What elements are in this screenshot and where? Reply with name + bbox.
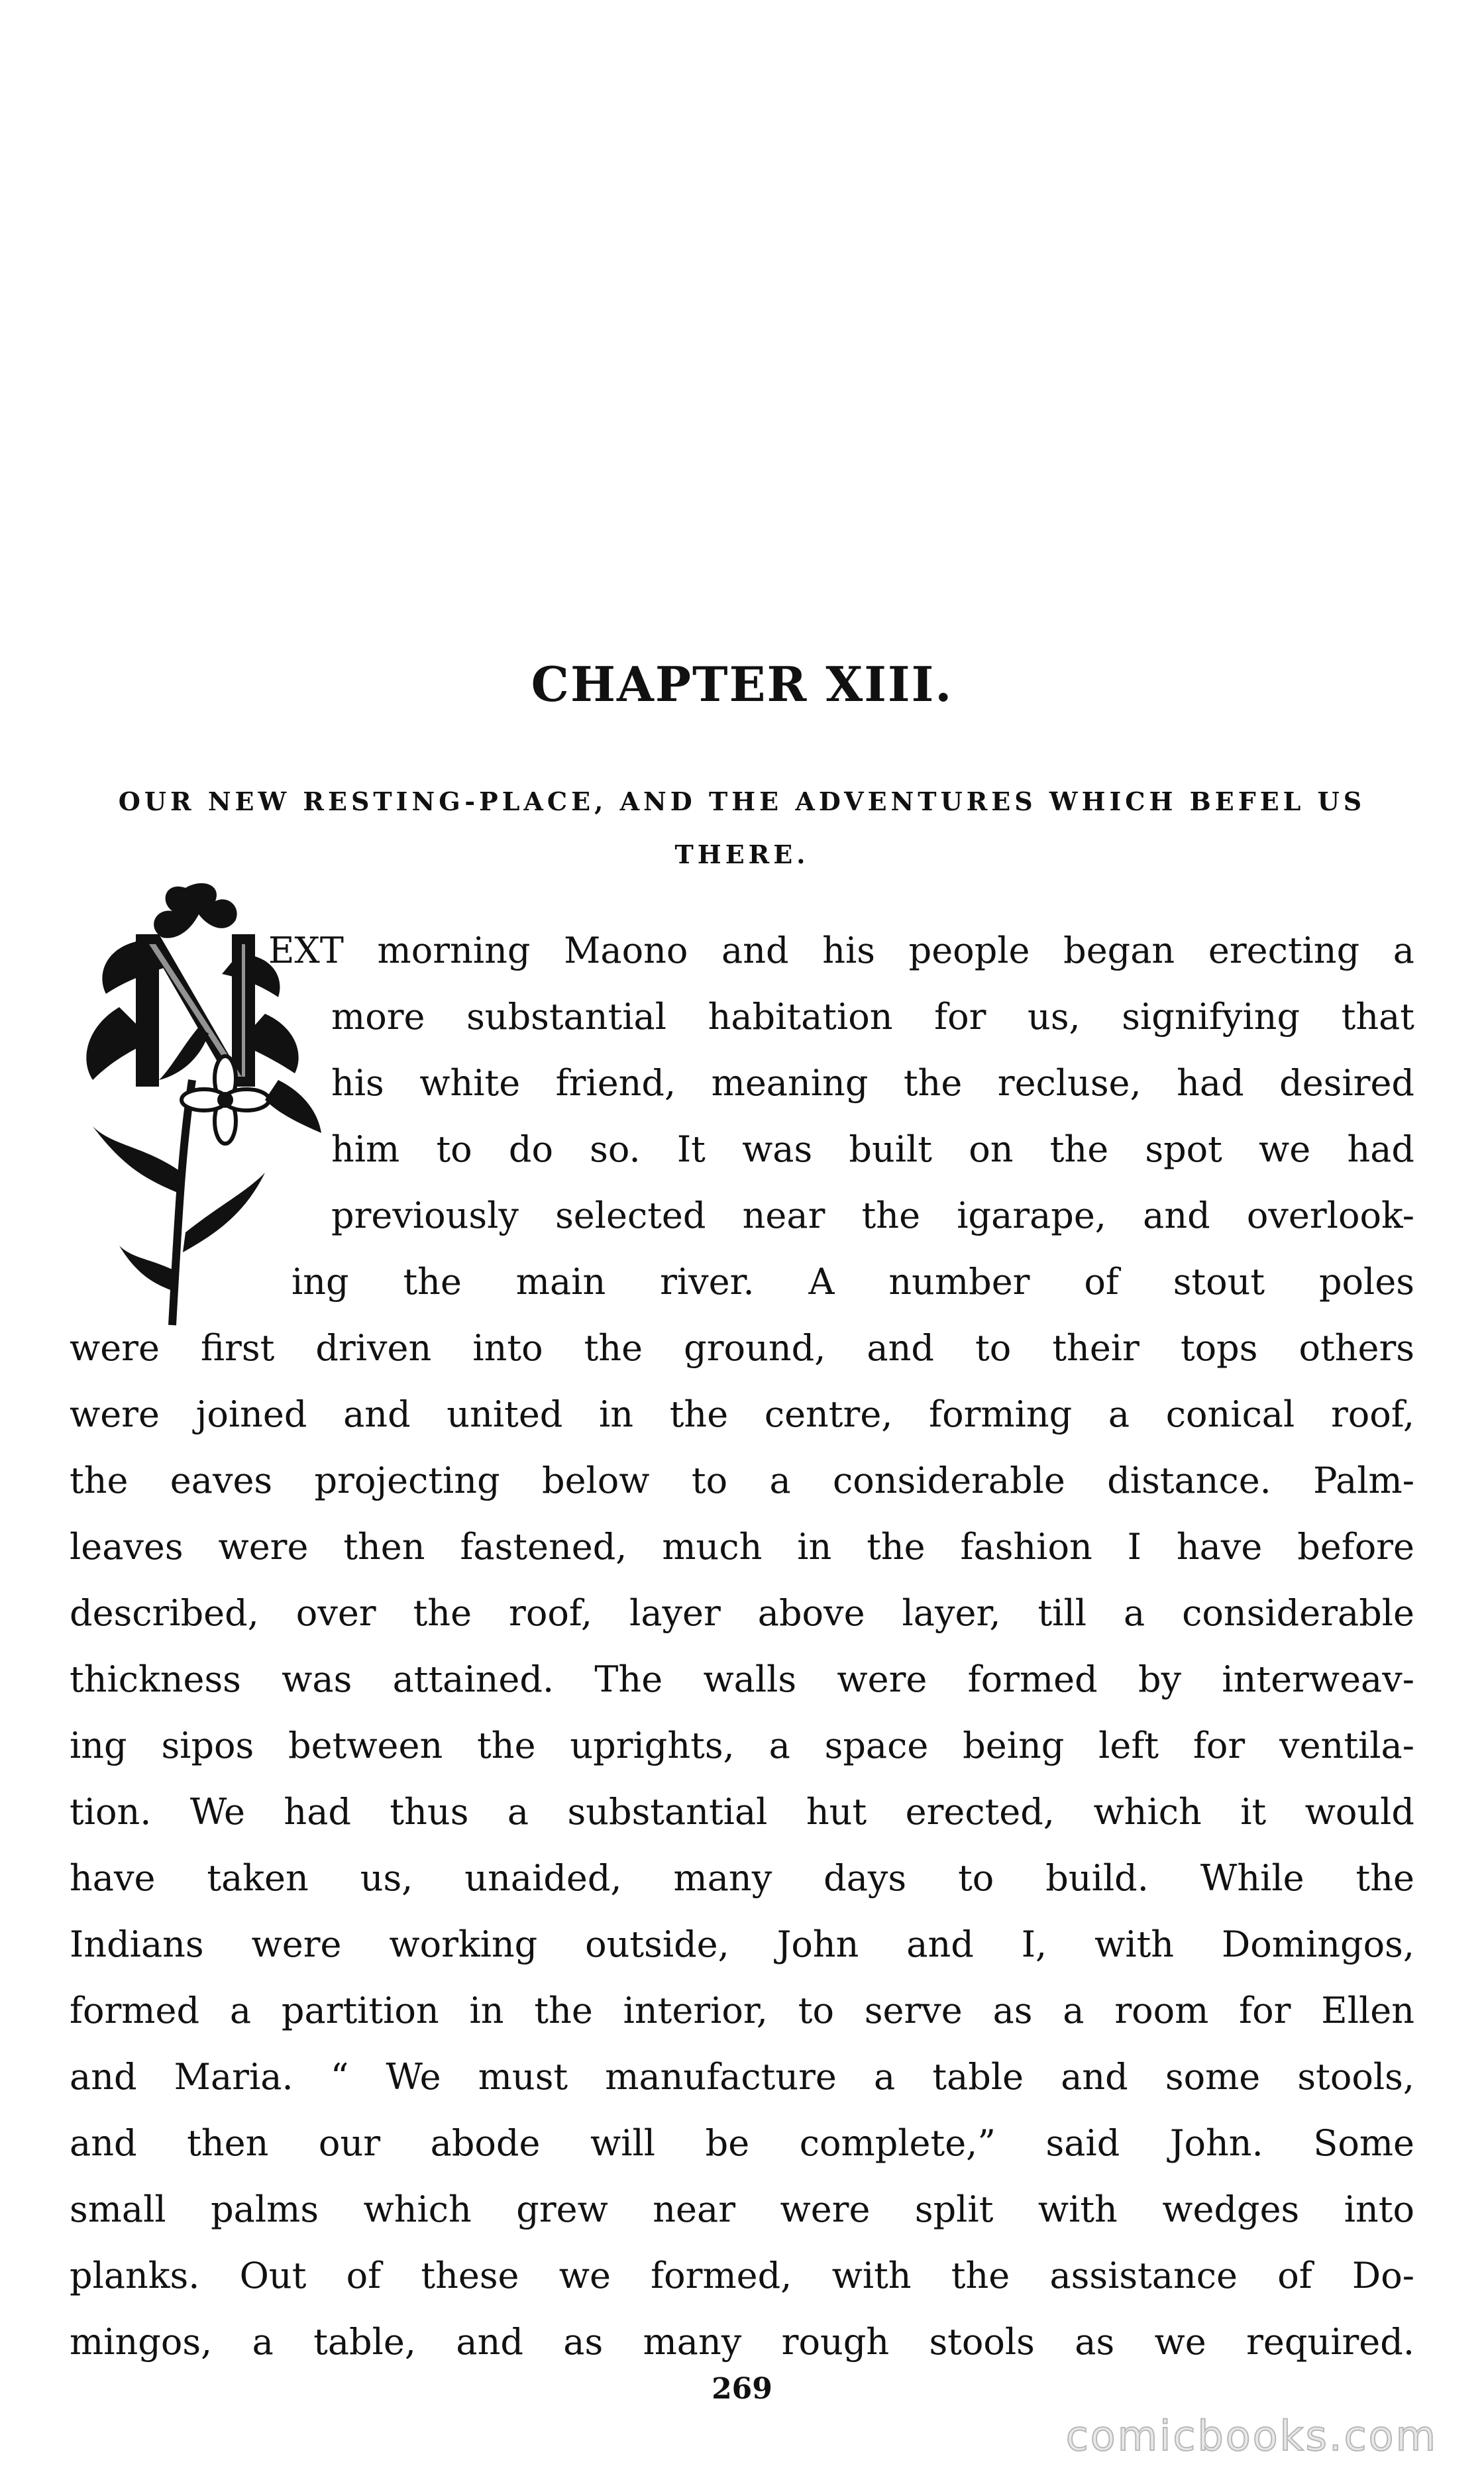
body-line-18: and Maria. “ We must manufacture a table and some stools, (70, 2056, 1414, 2098)
body-line-9: the eaves projecting below to a considerable distance. Palm- (70, 1460, 1414, 1501)
body-line-4: him to do so. It was built on the spot we had (331, 1128, 1414, 1170)
chapter-subtitle-line-2: THERE. (674, 839, 810, 869)
body-line-7: were first driven into the ground, and to their tops others (70, 1327, 1414, 1369)
body-line-11: described, over the roof, layer above layer, till a considerable (70, 1592, 1414, 1634)
watermark: comicbooks.com (1065, 2412, 1438, 2460)
chapter-title: CHAPTER XIII. (531, 656, 953, 712)
body-line-3: his white friend, meaning the recluse, had desired (331, 1062, 1414, 1104)
body-line-8: were joined and united in the centre, forming a conical roof, (70, 1393, 1414, 1435)
body-line-12: thickness was attained. The walls were formed by interweav- (70, 1658, 1414, 1700)
body-line-17: formed a partition in the interior, to serve as a room for Ellen (70, 1990, 1414, 2031)
body-line-21: planks. Out of these we formed, with the assistance of Do- (70, 2255, 1414, 2296)
body-line-15: have taken us, unaided, many days to build. While the (70, 1857, 1414, 1899)
body-line-6: ing the main river. A number of stout poles (292, 1261, 1414, 1303)
body-line-22: mingos, a table, and as many rough stools as we required. (70, 2321, 1414, 2363)
body-line-16: Indians were working outside, John and I, with Domingos, (70, 1923, 1414, 1965)
body-line-19: and then our abode will be complete,” said John. Some (70, 2122, 1414, 2164)
body-line-5: previously selected near the igarape, and overlook- (331, 1195, 1414, 1236)
chapter-subtitle-line-1: OUR NEW RESTING-PLACE, AND THE ADVENTURES WHICH BEFEL US (118, 786, 1366, 816)
page-number: 269 (712, 2372, 772, 2406)
body-line-13: ing sipos between the uprights, a space being left for ventila- (70, 1725, 1414, 1766)
body-line-14: tion. We had thus a substantial hut erected, which it would (70, 1791, 1414, 1833)
body-line-10: leaves were then fastened, much in the fashion I have before (70, 1526, 1414, 1568)
body-line-1: EXT morning Maono and his people began erecting a (268, 930, 1414, 971)
body-line-20: small palms which grew near were split with wedges into (70, 2188, 1414, 2230)
body-line-2: more substantial habitation for us, signifying that (331, 996, 1414, 1038)
